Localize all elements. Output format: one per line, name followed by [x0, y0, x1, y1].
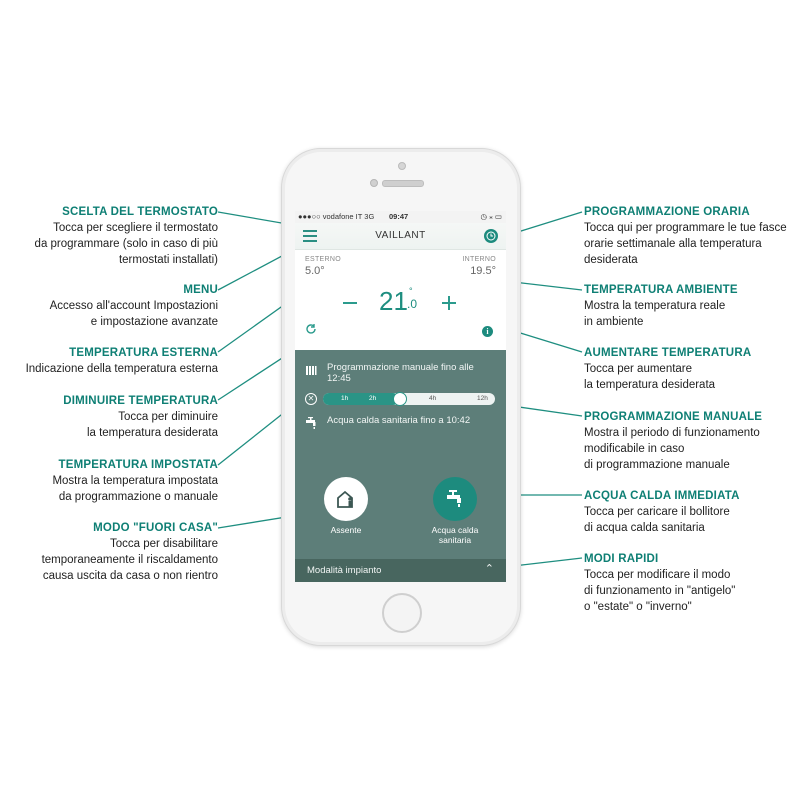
status-icons: ◷ ⁎ ▭ [480, 212, 502, 221]
annotation-programmazione-oraria [584, 204, 798, 268]
annotation-acqua-calda-immediata [584, 488, 800, 536]
annotation-temperatura-ambiente [584, 282, 800, 330]
annotation-desc: Tocca qui per programmare le tue fasce orarie settimanale alla temperatura desiderata [584, 222, 787, 266]
setpoint-degree: ° [409, 286, 413, 296]
earpiece-speaker [382, 180, 424, 187]
annotation-desc: Tocca per scegliere il termostato da programmare (solo in caso di più termostati installati) [34, 222, 218, 266]
annotation-temperatura-esterna [0, 345, 218, 377]
app-header [295, 223, 506, 250]
annotation-scelta-termostato [0, 204, 218, 268]
annotation-desc: Tocca per diminuire la temperatura desiderata [86, 411, 218, 439]
slider-handle[interactable] [393, 392, 407, 406]
annotation-title: SCELTA DEL TERMOSTATO [62, 206, 218, 218]
refresh-icon[interactable] [305, 323, 317, 335]
schedule-clock-icon[interactable] [484, 229, 498, 243]
interno-value: 19.5° [470, 265, 496, 277]
annotation-title: MODI RAPIDI [584, 553, 659, 565]
annotation-title: TEMPERATURA ESTERNA [69, 347, 218, 359]
annotation-desc: Indicazione della temperatura esterna [25, 363, 218, 375]
annotation-menu [0, 282, 218, 330]
annotation-title: MODO "FUORI CASA" [93, 522, 218, 534]
tick-2h[interactable]: 2h [369, 395, 377, 402]
increase-temperature-button[interactable] [442, 296, 456, 310]
annotation-desc: Tocca per modificare il modo di funzionamento in "antigelo" o "estate" o "inverno" [584, 569, 736, 613]
house-person-icon [336, 489, 356, 509]
annotation-desc: Tocca per disabilitare temporaneamente il riscaldamento causa uscita da casa o non rientro [41, 538, 218, 582]
annotation-title: AUMENTARE TEMPERATURA [584, 347, 752, 359]
esterno-value: 5.0° [305, 265, 325, 277]
away-mode-label: Assente [330, 525, 362, 535]
quick-actions-panel [295, 475, 506, 559]
annotation-title: TEMPERATURA IMPOSTATA [58, 459, 218, 471]
status-carrier: ●●●○○ vodafone IT 3G [298, 212, 375, 221]
tap-icon [445, 489, 465, 509]
annotation-title: MENU [183, 284, 218, 296]
front-sensor [398, 162, 406, 170]
front-camera [370, 179, 378, 187]
tap-icon [305, 416, 319, 430]
annotation-desc: Tocca per caricare il bollitore di acqua calda sanitaria [584, 506, 730, 534]
annotation-diminuire-temperatura [0, 393, 218, 441]
manual-duration-slider[interactable] [323, 393, 495, 405]
decrease-temperature-button[interactable] [343, 302, 357, 304]
status-bar [295, 211, 506, 223]
tick-4h[interactable]: 4h [429, 395, 437, 402]
system-mode-bar[interactable] [295, 559, 506, 582]
annotation-desc: Tocca per aumentare la temperatura desiderata [584, 363, 716, 391]
radiator-icon [305, 364, 317, 376]
annotation-title: PROGRAMMAZIONE ORARIA [584, 206, 750, 218]
hot-water-label: Acqua calda sanitaria [431, 525, 479, 545]
annotation-title: ACQUA CALDA IMMEDIATA [584, 490, 740, 502]
status-panel [295, 350, 506, 475]
annotation-desc: Mostra la temperatura impostata da programmazione o manuale [52, 475, 218, 503]
esterno-label: ESTERNO [305, 256, 341, 263]
interno-label: INTERNO [462, 256, 496, 263]
info-icon[interactable]: i [482, 326, 493, 337]
status-time: 09:47 [389, 212, 409, 221]
phone-frame [281, 148, 521, 646]
tick-1h[interactable]: 1h [341, 395, 349, 402]
chevron-up-icon[interactable]: ⌃ [484, 563, 494, 575]
annotation-modo-fuori-casa [0, 520, 218, 584]
thermostat-selector[interactable]: VAILLANT [375, 230, 426, 241]
annotation-modi-rapidi [584, 551, 800, 615]
slider-fill [323, 393, 399, 405]
temperature-panel [295, 250, 506, 350]
hot-water-boost-button[interactable] [433, 477, 477, 521]
annotation-programmazione-manuale [584, 409, 800, 473]
annotation-aumentare-temperatura [584, 345, 800, 393]
tick-12h[interactable]: 12h [477, 395, 488, 402]
away-mode-button[interactable] [324, 477, 368, 521]
manual-program-text: Programmazione manuale fino alle 12:45 [327, 362, 474, 384]
home-button[interactable] [382, 593, 422, 633]
annotation-desc: Mostra il periodo di funzionamento modificabile in caso di programmazione manuale [584, 427, 760, 471]
hot-water-text: Acqua calda sanitaria fino a 10:42 [327, 415, 471, 426]
setpoint-decimal: .0 [407, 297, 418, 311]
annotation-desc: Mostra la temperatura reale in ambiente [584, 300, 726, 328]
annotation-title: DIMINUIRE TEMPERATURA [63, 395, 218, 407]
annotation-desc: Accesso all'account Impostazioni e impostazione avanzate [49, 300, 218, 328]
app-screen [295, 211, 506, 582]
annotation-title: TEMPERATURA AMBIENTE [584, 284, 738, 296]
annotation-title: PROGRAMMAZIONE MANUALE [584, 411, 763, 423]
cancel-manual-icon[interactable]: ✕ [305, 393, 317, 405]
setpoint-integer: 21 [379, 286, 408, 316]
system-mode-label: Modalità impianto [307, 565, 382, 576]
annotation-temperatura-impostata [0, 457, 218, 505]
